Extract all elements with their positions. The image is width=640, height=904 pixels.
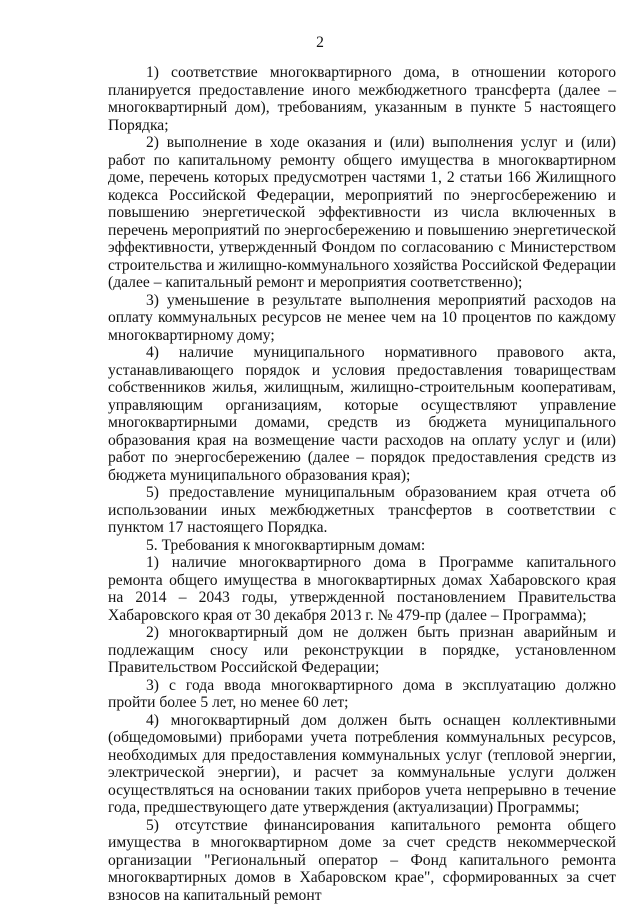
document-body	[108, 64, 616, 904]
page-number: 2	[0, 34, 640, 52]
paragraph-2: 2) выполнение в ходе оказания и (или) выполнения услуг и (или) работ по капитальному ремонту общего имущества в многоквартирном доме, перечень которых предусмотрен частями 1, 2 статьи 166 Жилищного кодекса Российской Федерации, мероприятий по энергосбережению и повышению энергетической эффективности из числа включенных в перечень мероприятий по энергосбережению и повышению энергетической эффективности, утвержденный Фондом по согласованию с Министерством строительства и жилищно-коммунального хозяйства Российской Федерации (далее – капитальный ремонт и мероприятия соответственно);	[108, 134, 616, 292]
paragraph-9: 3) с года ввода многоквартирного дома в эксплуатацию должно пройти более 5 лет, но менее 60 лет;	[108, 677, 616, 712]
paragraph-8: 2) многоквартирный дом не должен быть признан аварийным и подлежащим сносу или реконструкции в порядке, установленном Правительством Российской Федерации;	[108, 624, 616, 677]
paragraph-3: 3) уменьшение в результате выполнения мероприятий расходов на оплату коммунальных ресурсов не менее чем на 10 процентов по каждому многоквартирному дому;	[108, 292, 616, 345]
section-5-heading: 5. Требования к многоквартирным домам:	[108, 537, 616, 555]
paragraph-1: 1) соответствие многоквартирного дома, в отношении которого планируется предоставление иного межбюджетного трансферта (далее – многоквартирный дом), требованиям, указанным в пункте 5 настоящего Порядка;	[108, 64, 616, 134]
paragraph-4: 4) наличие муниципального нормативного правового акта, устанавливающего порядок и условия предоставления товариществам собственников жилья, жилищным, жилищно-строительным кооперативам, управляющим организациям, которые осуществляют управление многоквартирными домами, средств из бюджета муниципального образования края на возмещение части расходов на оплату услуг и (или) работ по энергосбережению (далее – порядок предоставления средств из бюджета муниципального образования края);	[108, 344, 616, 484]
paragraph-10: 4) многоквартирный дом должен быть оснащен коллективными (общедомовыми) приборами учета потребления коммунальных ресурсов, необходимых для предоставления коммунальных услуг (тепловой энергии, электрической энергии), и расчет за коммунальные услуги должен осуществляться на основании таких приборов учета непрерывно в течение года, предшествующего дате утверждения (актуализации) Программы;	[108, 712, 616, 817]
paragraph-7: 1) наличие многоквартирного дома в Программе капитального ремонта общего имущества в многоквартирных домах Хабаровского края на 2014 – 2043 годы, утвержденной постановлением Правительства Хабаровского края от 30 декабря 2013 г. № 479-пр (далее – Программа);	[108, 554, 616, 624]
paragraph-5: 5) предоставление муниципальным образованием края отчета об использовании иных межбюджетных трансфертов в соответствии с пунктом 17 настоящего Порядка.	[108, 484, 616, 537]
paragraph-11: 5) отсутствие финансирования капитального ремонта общего имущества в многоквартирном доме за счет средств некоммерческой организации "Региональный оператор – Фонд капитального ремонта многоквартирных домов в Хабаровском крае", сформированных за счет взносов на капитальный ремонт	[108, 817, 616, 904]
